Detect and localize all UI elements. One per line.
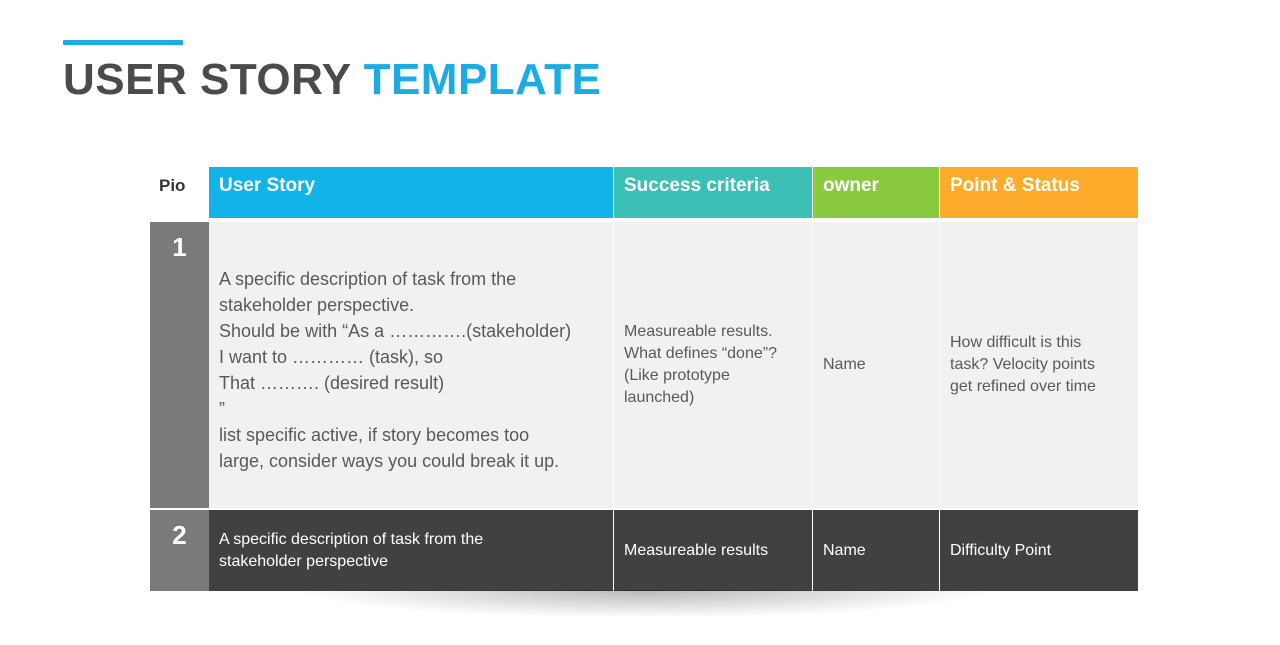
row-1-point-line: get refined over time [950, 378, 1096, 395]
row-1-owner-text: Name [823, 356, 866, 373]
header-point-status: Point & Status [940, 167, 1138, 218]
row-2-owner-text: Name [823, 541, 866, 559]
header-pio: Pio [159, 176, 186, 195]
row-1-success-line: What defines “done”? [624, 345, 777, 362]
row-1-user-story-line: Should be with “As a ………….(stakeholder) [219, 321, 572, 341]
row-2-user-story-line: stakeholder perspective [219, 552, 388, 570]
row-1-user-story-line: A specific description of task from the [219, 269, 517, 289]
row-1-user-story-line: That ………. (desired result) [219, 373, 445, 393]
title-accent-bar [63, 40, 183, 45]
row-2-point-text: Difficulty Point [950, 541, 1052, 559]
row-1-user-story-line: large, consider ways you could break it up. [219, 451, 560, 471]
header-owner: owner [813, 167, 939, 218]
row-1-user-story [209, 222, 613, 508]
row-1-user-story-line: stakeholder perspective. [219, 295, 415, 315]
row-2-point-status [940, 510, 1138, 591]
row-1-point-line: task? Velocity points [950, 356, 1095, 373]
row-1-user-story-line: list specific active, if story becomes too [219, 425, 530, 445]
row-1-point-line: How difficult is this [950, 334, 1082, 351]
page-title-part1: USER STORY [63, 55, 351, 104]
page-title-part2: TEMPLATE [363, 55, 602, 104]
row-1-point-status [940, 222, 1138, 508]
header-user-story: User Story [209, 167, 613, 218]
row-1-success-line: (Like prototype [624, 367, 730, 384]
table-drop-shadow [150, 590, 1138, 630]
row-1-owner [813, 222, 939, 508]
row-1-user-story-line: I want to ………… (task), so [219, 347, 444, 367]
row-2-number: 2 [150, 510, 209, 591]
row-2-owner [813, 510, 939, 591]
row-1-success-line: launched) [624, 389, 695, 406]
row-1-success-criteria [614, 222, 812, 508]
user-story-table [150, 167, 1138, 591]
row-2-user-story-line: A specific description of task from the [219, 530, 484, 548]
row-2-user-story [209, 510, 613, 591]
row-1-number: 1 [150, 222, 209, 508]
row-2-success-criteria [614, 510, 812, 591]
row-1-success-line: Measureable results. [624, 323, 773, 340]
row-1-user-story-line: ” [219, 399, 225, 419]
row-2-success-text: Measureable results [624, 541, 769, 559]
header-success-criteria: Success criteria [614, 167, 812, 218]
page-title [63, 56, 601, 104]
